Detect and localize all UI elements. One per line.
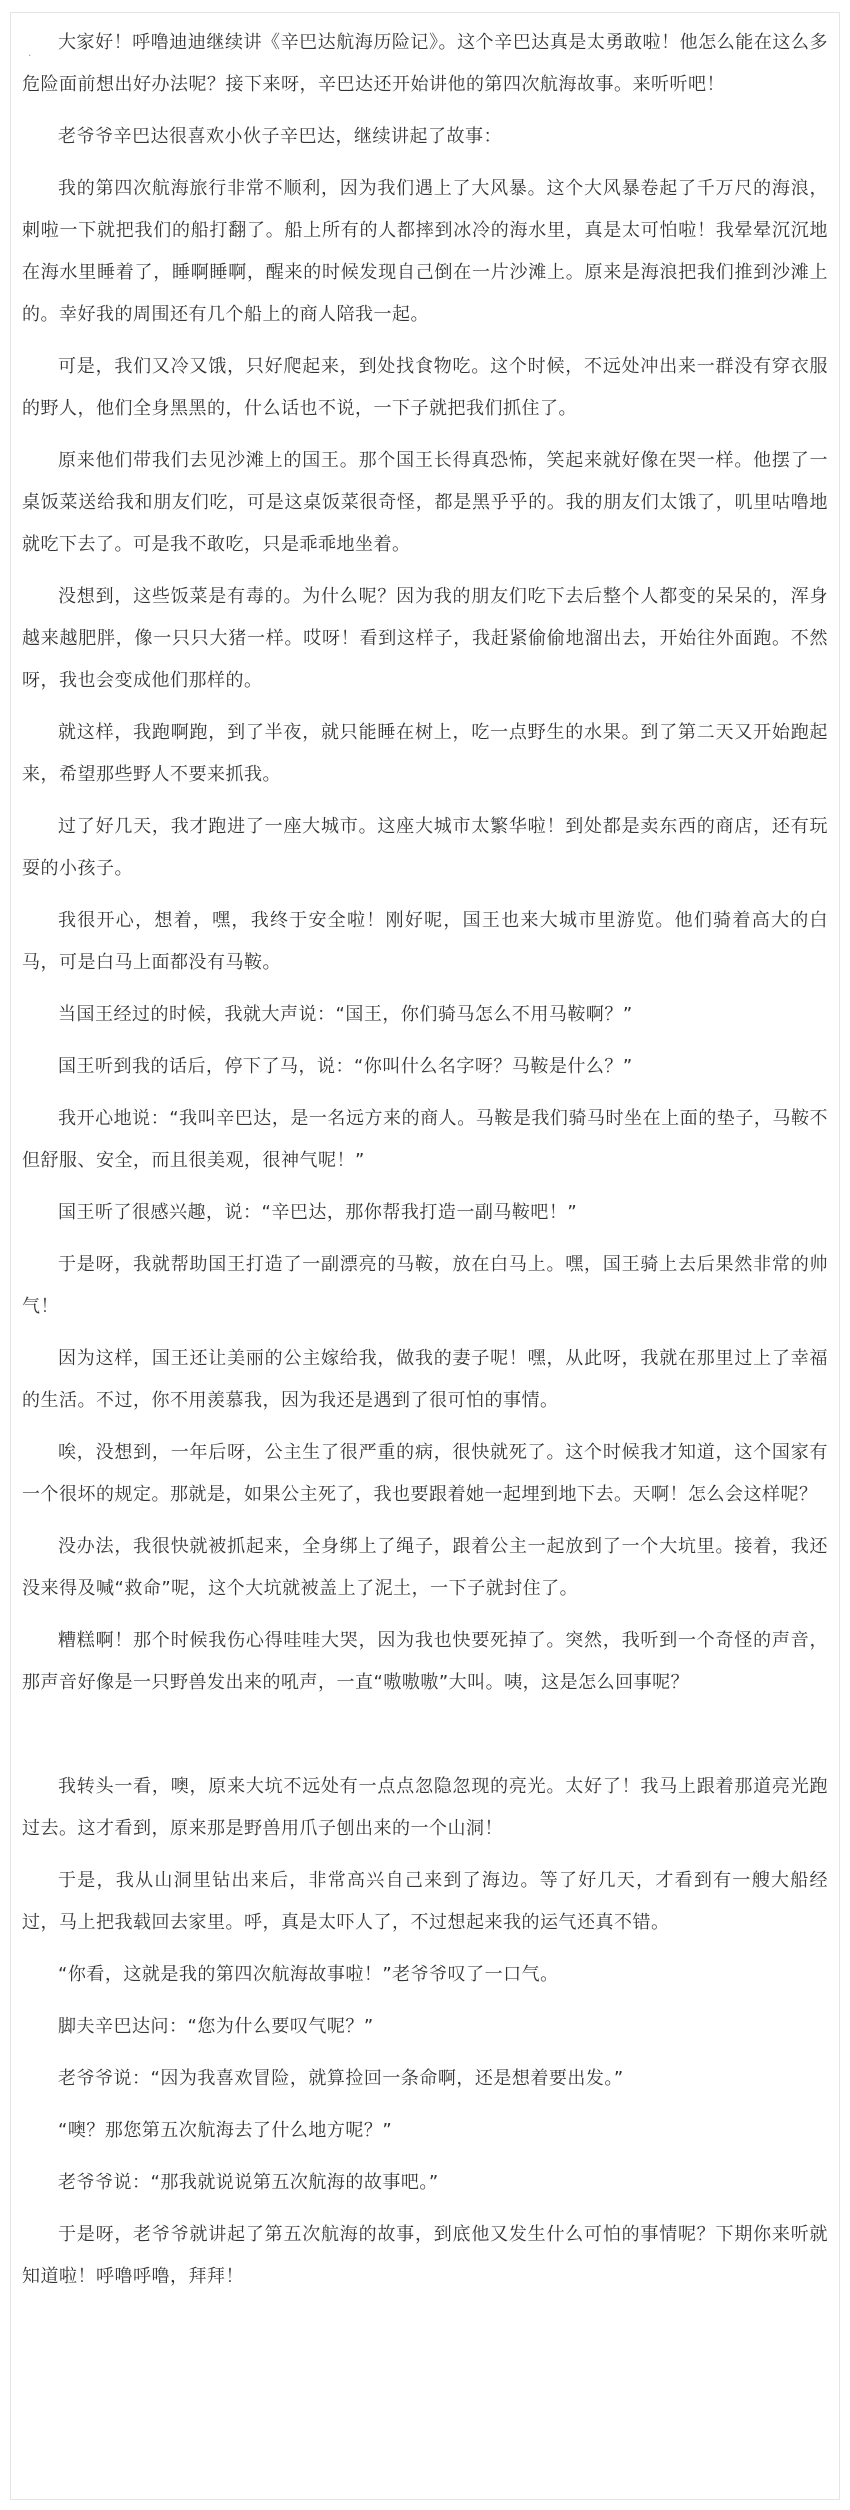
paragraph: “你看，这就是我的第四次航海故事啦！”老爷爷叹了一口气。 [58,1964,559,1985]
paragraph: 我转头一看，噢，原来大坑不远处有一点点忽隐忽现的亮光。太好了！我马上跟着那道亮光跑过去。这才看到，原来那是野兽用爪子刨出来的一个山洞！ [22,1776,828,1839]
paragraph: 国王听到我的话后，停下了马，说：“你叫什么名字呀？马鞍是什么？” [58,1056,633,1077]
paragraph: 没想到，这些饭菜是有毒的。为什么呢？因为我的朋友们吃下去后整个人都变的呆呆的，浑身越来越肥胖，像一只只大猪一样。哎呀！看到这样子，我赶紧偷偷地溜出去，开始往外面跑。不然呀，我也会变成他们那样的。 [22,586,828,691]
paragraph: 于是呀，我就帮助国王打造了一副漂亮的马鞍，放在白马上。嘿，国王骑上去后果然非常的帅气！ [22,1254,828,1317]
paragraph: 老爷爷说：“因为我喜欢冒险，就算捡回一条命啊，还是想着要出发。” [58,2068,624,2089]
paragraph: 脚夫辛巴达问：“您为什么要叹气呢？” [58,2016,374,2037]
paragraph: 就这样，我跑啊跑，到了半夜，就只能睡在树上，吃一点野生的水果。到了第二天又开始跑起来，希望那些野人不要来抓我。 [22,722,828,785]
paragraph: 我的第四次航海旅行非常不顺利，因为我们遇上了大风暴。这个大风暴卷起了千万尺的海浪，刺啦一下就把我们的船打翻了。船上所有的人都摔到冰冷的海水里，真是太可怕啦！我晕晕沉沉地在海水里睡着了，睡啊睡啊，醒来的时候发现自己倒在一片沙滩上。原来是海浪把我们推到沙滩上的。幸好我的周围还有几个船上的商人陪我一起。 [22,178,828,325]
paragraph: 老爷爷辛巴达很喜欢小伙子辛巴达，继续讲起了故事： [58,126,502,147]
paragraph: 国王听了很感兴趣，说：“辛巴达，那你帮我打造一副马鞍吧！” [58,1202,578,1223]
paragraph-outro: 于是呀，老爷爷就讲起了第五次航海的故事，到底他又发生什么可怕的事情呢？下期你来听就知道啦！呼噜呼噜，拜拜！ [22,2224,828,2287]
paragraph-intro: 大家好！呼噜迪迪继续讲《辛巴达航海历险记》。这个辛巴达真是太勇敢啦！他怎么能在这么多危险面前想出好办法呢？接下来呀，辛巴达还开始讲他的第四次航海故事。来听听吧！ [22,32,828,95]
section-gap [22,1714,828,1766]
paragraph: 我很开心，想着，嘿，我终于安全啦！刚好呢，国王也来大城市里游览。他们骑着高大的白马，可是白马上面都没有马鞍。 [22,910,828,973]
paragraph: “噢？那您第五次航海去了什么地方呢？” [58,2120,393,2141]
paragraph: 糟糕啊！那个时候我伤心得哇哇大哭，因为我也快要死掉了。突然，我听到一个奇怪的声音，那声音好像是一只野兽发出来的吼声，一直“嗷嗷嗷”大叫。咦，这是怎么回事呢？ [22,1630,828,1693]
paragraph: 原来他们带我们去见沙滩上的国王。那个国王长得真恐怖，笑起来就好像在哭一样。他摆了一桌饭菜送给我和朋友们吃，可是这桌饭菜很奇怪，都是黑乎乎的。我的朋友们太饿了，叽里咕噜地就吃下去了。可是我不敢吃，只是乖乖地坐着。 [22,450,828,555]
paragraph: 过了好几天，我才跑进了一座大城市。这座大城市太繁华啦！到处都是卖东西的商店，还有玩耍的小孩子。 [22,816,828,879]
paragraph: 我开心地说：“我叫辛巴达，是一名远方来的商人。马鞍是我们骑马时坐在上面的垫子，马鞍不但舒服、安全，而且很美观，很神气呢！” [22,1108,828,1171]
paragraph: 可是，我们又冷又饿，只好爬起来，到处找食物吃。这个时候，不远处冲出来一群没有穿衣服的野人，他们全身黑黑的，什么话也不说，一下子就把我们抓住了。 [22,356,828,419]
paragraph: 老爷爷说：“那我就说说第五次航海的故事吧。” [58,2172,439,2193]
paragraph: 于是，我从山洞里钻出来后，非常高兴自己来到了海边。等了好几天，才看到有一艘大船经过，马上把我载回去家里。呼，真是太吓人了，不过想起来我的运气还真不错。 [22,1870,828,1933]
stray-dot-marker: . [28,46,32,59]
paragraph: 唉，没想到，一年后呀，公主生了很严重的病，很快就死了。这个时候我才知道，这个国家有一个很坏的规定。那就是，如果公主死了，我也要跟着她一起埋到地下去。天啊！怎么会这样呢？ [22,1442,828,1505]
paragraph: 因为这样，国王还让美丽的公主嫁给我，做我的妻子呢！嘿，从此呀，我就在那里过上了幸福的生活。不过，你不用羡慕我，因为我还是遇到了很可怕的事情。 [22,1348,828,1411]
paragraph: 当国王经过的时候，我就大声说：“国王，你们骑马怎么不用马鞍啊？” [58,1004,633,1025]
story-article [22,22,828,2308]
paragraph: 没办法，我很快就被抓起来，全身绑上了绳子，跟着公主一起放到了一个大坑里。接着，我还没来得及喊“救命”呢，这个大坑就被盖上了泥土，一下子就封住了。 [22,1536,828,1599]
